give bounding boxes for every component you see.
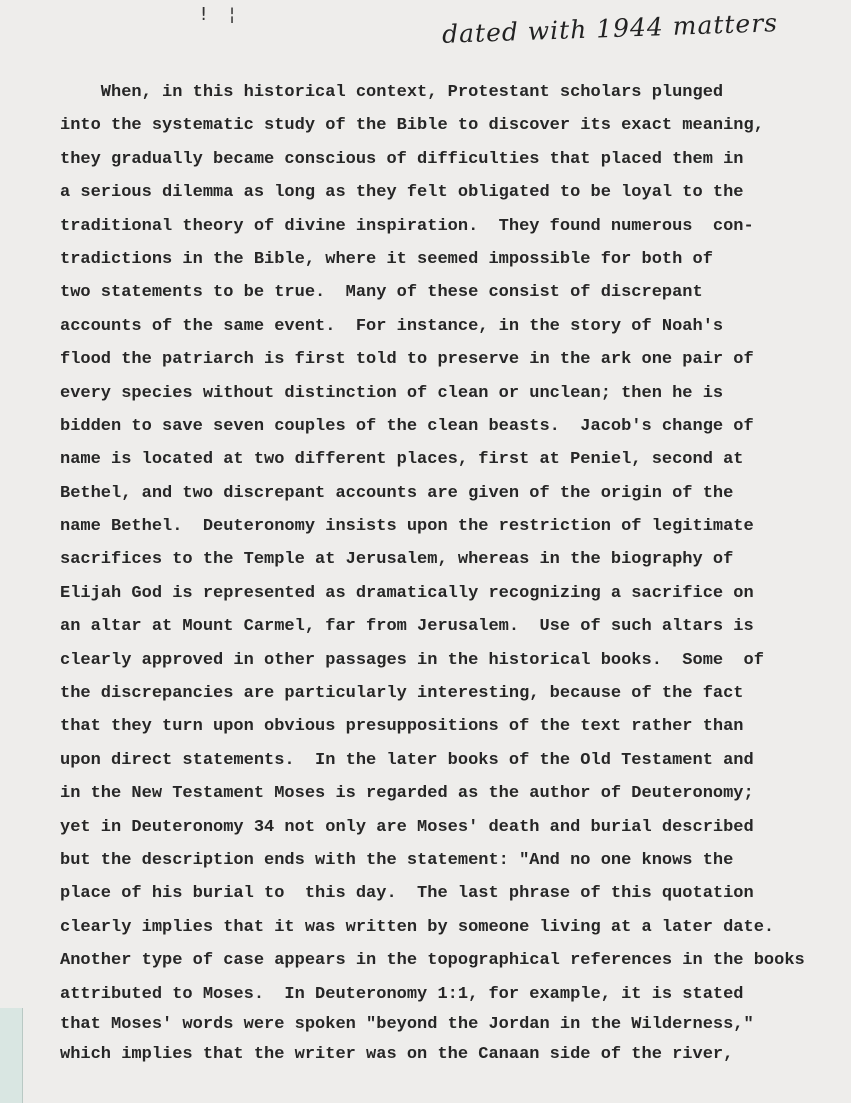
text-line: Another type of case appears in the topographical references in the books xyxy=(60,951,805,971)
text-line: bidden to save seven couples of the clean beasts. Jacob's change of xyxy=(60,416,754,436)
text-line: flood the patriarch is first told to preserve in the ark one pair of xyxy=(60,350,754,370)
text-line: name is located at two different places, first at Peniel, second at xyxy=(60,450,744,470)
text-line: which implies that the writer was on the Canaan side of the river, xyxy=(60,1044,734,1064)
text-line: place of his burial to this day. The last phrase of this quotation xyxy=(60,884,754,904)
text-line: accounts of the same event. For instance, in the story of Noah's xyxy=(60,316,724,336)
text-line: Elijah God is represented as dramatically recognizing a sacrifice on xyxy=(60,583,754,603)
text-line: two statements to be true. Many of these consist of discrepant xyxy=(60,283,703,303)
text-line: an altar at Mount Carmel, far from Jerusalem. Use of such altars is xyxy=(60,617,754,637)
text-line: every species without distinction of clean or unclean; then he is xyxy=(60,383,724,403)
text-line: that Moses' words were spoken "beyond the Jordan in the Wilderness," xyxy=(60,1014,754,1034)
text-line: tradictions in the Bible, where it seemed impossible for both of xyxy=(60,249,713,269)
text-line: traditional theory of divine inspiration. They found numerous con- xyxy=(60,216,754,236)
text-line: upon direct statements. In the later books of the Old Testament and xyxy=(60,750,754,770)
text-line: When, in this historical context, Protestant scholars plunged xyxy=(60,83,724,102)
handwritten-note: dated with 1944 matters xyxy=(441,8,779,49)
text-line: the discrepancies are particularly interesting, because of the fact xyxy=(60,684,744,704)
text-line: yet in Deuteronomy 34 not only are Moses' death and burial described xyxy=(60,817,754,837)
text-line: they gradually became conscious of difficulties that placed them in xyxy=(60,149,744,169)
document-body xyxy=(60,76,805,1071)
text-line: name Bethel. Deuteronomy insists upon the restriction of legitimate xyxy=(60,517,754,537)
margin-marks: ! ¦ xyxy=(200,4,244,25)
text-line: clearly approved in other passages in the historical books. Some of xyxy=(60,650,764,670)
text-line: attributed to Moses. In Deuteronomy 1:1, for example, it is stated xyxy=(60,984,744,1004)
text-line: sacrifices to the Temple at Jerusalem, whereas in the biography of xyxy=(60,550,734,570)
paper-edge xyxy=(0,1008,23,1103)
text-line: a serious dilemma as long as they felt obligated to be loyal to the xyxy=(60,183,744,203)
text-line: Bethel, and two discrepant accounts are given of the origin of the xyxy=(60,483,734,503)
text-line: in the New Testament Moses is regarded as the author of Deuteronomy; xyxy=(60,784,754,804)
text-line: into the systematic study of the Bible to discover its exact meaning, xyxy=(60,116,764,136)
text-line: that they turn upon obvious presuppositions of the text rather than xyxy=(60,717,744,737)
text-line: but the description ends with the statement: "And no one knows the xyxy=(60,850,734,870)
text-line: clearly implies that it was written by someone living at a later date. xyxy=(60,917,775,937)
